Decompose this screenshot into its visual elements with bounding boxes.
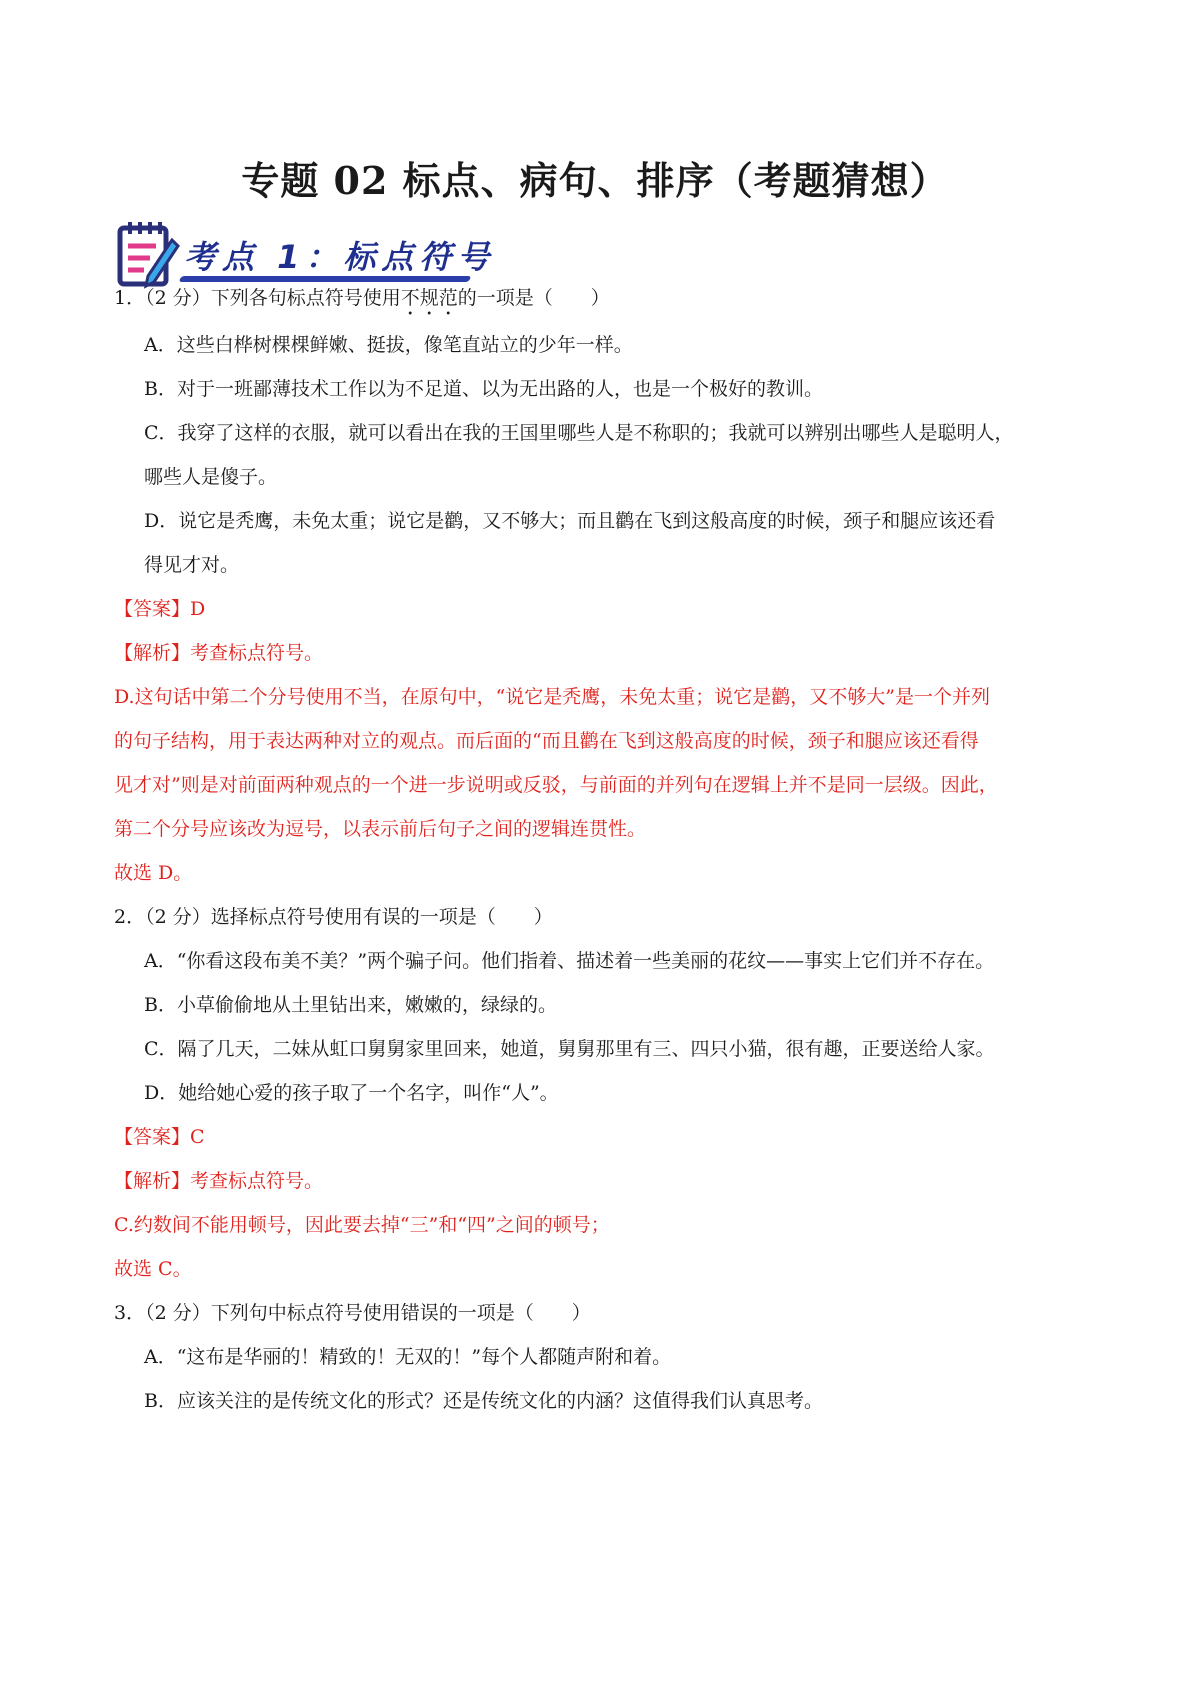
question-1-option-d-cont: 得见才对。 [144,554,240,576]
question-2-option-b: B．小草偷偷地从土里钻出来，嫩嫩的，绿绿的。 [144,994,557,1016]
question-3-stem: 3．（2 分）下列句中标点符号使用错误的一项是（ ） [114,1302,591,1324]
question-1-explanation-line: 见才对”则是对前面两种观点的一个进一步说明或反驳，与前面的并列句在逻辑上并不是同一层级。因此， [114,774,998,796]
section-badge [116,218,496,292]
question-1-option-b: B．对于一班鄙薄技术工作以为不足道、以为无出路的人，也是一个极好的教训。 [144,378,823,400]
question-2-answer: 【答案】C [114,1126,205,1148]
question-3-option-a: A．“这布是华丽的！精致的！无双的！”每个人都随声附和着。 [144,1346,672,1368]
question-1-explanation-line: D.这句话中第二个分号使用不当，在原句中，“说它是秃鹰，未免太重；说它是鹳，又不够大”是一个并列 [114,686,991,708]
emphasized-word: 不规范 [400,287,458,309]
question-1-option-d: D．说它是秃鹰，未免太重；说它是鹳，又不够大；而且鹳在飞到这般高度的时候，颈子和腿应该还看 [144,510,996,532]
question-2-analysis: 【解析】考查标点符号。 [114,1170,324,1192]
question-2-stem: 2．（2 分）选择标点符号使用有误的一项是（ ） [114,906,553,928]
question-1-conclusion: 故选 D。 [114,862,193,884]
page-title: 专题 02 标点、病句、排序（考题猜想） [241,158,949,203]
question-1-answer: 【答案】D [114,598,206,620]
question-1-option-a: A．这些白桦树棵棵鲜嫩、挺拔，像笔直站立的少年一样。 [144,334,633,356]
question-1-option-c: C．我穿了这样的衣服，就可以看出在我的王国里哪些人是不称职的；我就可以辨别出哪些人是聪明人， [144,422,1014,444]
question-2-option-a: A．“你看这段布美不美？”两个骗子问。他们指着、描述着一些美丽的花纹——事实上它们并不存在。 [144,950,995,972]
question-2-option-d: D．她给她心爱的孩子取了一个名字，叫作“人”。 [144,1082,559,1104]
question-2-conclusion: 故选 C。 [114,1258,192,1280]
question-1-analysis: 【解析】考查标点符号。 [114,642,324,664]
question-1-option-c-cont: 哪些人是傻子。 [144,466,278,488]
question-3-option-b: B．应该关注的是传统文化的形式？还是传统文化的内涵？这值得我们认真思考。 [144,1390,823,1412]
section-badge-label: 考点 1：标点符号 [184,238,496,276]
question-2-explanation-line: C.约数间不能用顿号，因此要去掉“三”和“四”之间的顿号； [114,1214,610,1236]
notebook-pencil-icon [116,218,180,292]
question-2-option-c: C．隔了几天，二妹从虹口舅舅家里回来，她道，舅舅那里有三、四只小猫，很有趣，正要送给人家。 [144,1038,995,1060]
section-badge-underline [179,276,472,282]
question-1-stem: 1．（2 分）下列各句标点符号使用不规范的一项是（ ） [114,287,610,309]
question-1-explanation-line: 第二个分号应该改为逗号，以表示前后句子之间的逻辑连贯性。 [114,818,647,840]
question-1-explanation-line: 的句子结构，用于表达两种对立的观点。而后面的“而且鹳在飞到这般高度的时候，颈子和腿应该还看得 [114,730,979,752]
